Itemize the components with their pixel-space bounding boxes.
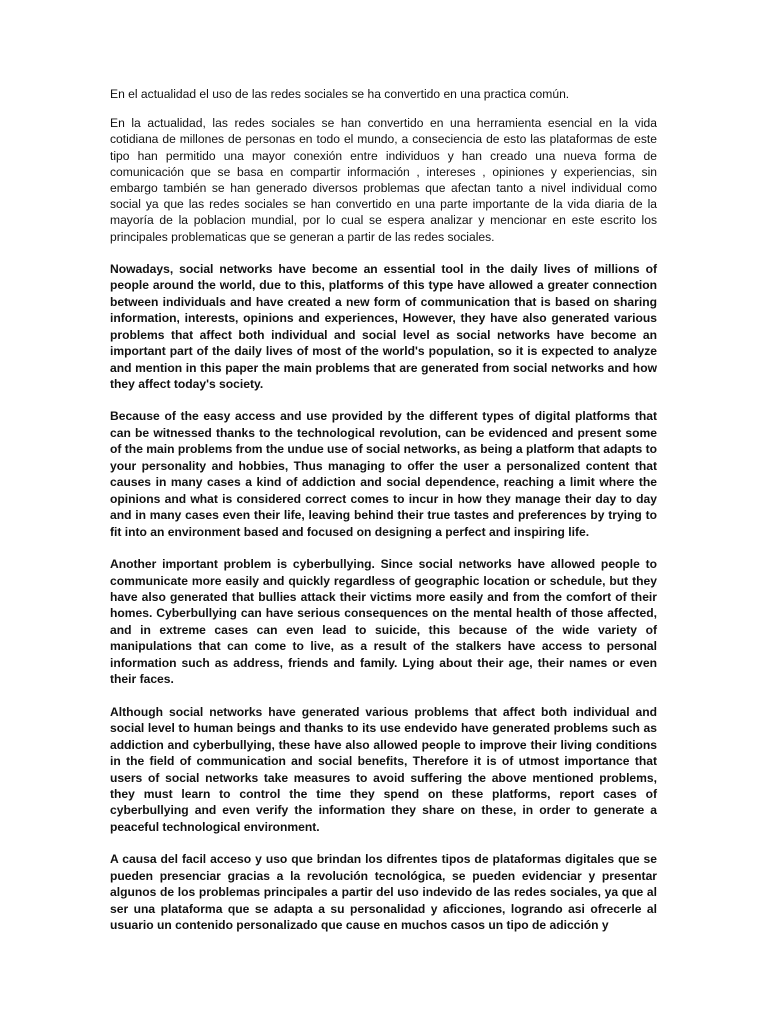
paragraph-english-intro: Nowadays, social networks have become an essential tool in the daily lives of millions of people around the world, due to this, platforms of this type have allowed a greater connection between individuals and have created a new form of communication that is based on sharing information, interests, opinions and experiences, However, they have also generated various problems that affect both individual and social level as social networks have become an important part of the daily lives of most of the world's population, so it is expected to analyze and mention in this paper the main problems that are generated from social networks and how they affect today's society. — [110, 261, 657, 391]
paragraph-spanish-intro: En la actualidad, las redes sociales se han convertido en una herramienta esencial en la vida cotidiana de millones de personas en todo el mundo, a conseciencia de esto las plataformas de este tipo han permitido una mayor conexión entre individuos y han creado una nueva forma de comunicación que se basa en compartir información , intereses , opiniones y experiencias, sin embargo también se han generado diversos problemas que afectan tanto a nivel individual como social ya que las redes sociales se han convertido en una parte importante de la vida diaria de la mayoría de la poblacion mundial, por lo cual se espera analizar y mencionar en este escrito los principales problematicas que se generan a partir de las redes sociales. — [110, 116, 657, 244]
paragraph-conclusion: Although social networks have generated various problems that affect both individual and social level to human beings and thanks to its use endevido have generated problems such as addiction and cyberbullying, these have also allowed people to improve their living conditions in the field of communication and social benefits, Therefore it is of utmost importance that users of social networks take measures to avoid suffering the above mentioned problems, they must learn to control the time they spend on these platforms, report cases of cyberbullying and even verify the information they share on these, in order to generate a peaceful technological environment. — [110, 704, 657, 834]
paragraph-cyberbullying: Another important problem is cyberbullying. Since social networks have allowed people to communicate more easily and quickly regardless of geographic location or schedule, but they have also generated that bullies attack their victims more easily and from the comfort of their homes. Cyberbullying can have serious consequences on the mental health of those affected, and in extreme cases can even lead to suicide, this because of the wide variety of manipulations that can come to live, as a result of the stalkers have access to personal information such as address, friends and family. Lying about their age, their names or even their faces. — [110, 557, 657, 687]
paragraph-addiction: Because of the easy access and use provided by the different types of digital platforms that can be witnessed thanks to the technological revolution, can be evidenced and present some of the main problems from the undue use of social networks, as being a platform that adapts to your personality and hobbies, Thus managing to offer the user a personalized content that causes in many cases a kind of addiction and social dependence, reaching a limit where the opinions and what is considered correct comes to incur in how they manage their day to day and in many cases even their life, leaving behind their true tastes and preferences by trying to fit into an environment based and focused on designing a perfect and inspiring life. — [110, 409, 657, 539]
document-page — [110, 86, 657, 949]
paragraph-spanish-addiction: A causa del facil acceso y uso que brindan los difrentes tipos de plataformas digitales que se pueden presenciar gracias a la revolución tecnológica, se pueden evidenciar y presentar algunos de los problemas principales a partir del uso indevido de las redes sociales, ya que al ser una plataforma que se adapta a su personalidad y aficciones, logrando asi ofrecerle al usuario un contenido personalizado que cause en muchos casos un tipo de adicción y — [110, 852, 657, 933]
intro-line: En el actualidad el uso de las redes sociales se ha convertido en una practica común. — [110, 87, 570, 101]
